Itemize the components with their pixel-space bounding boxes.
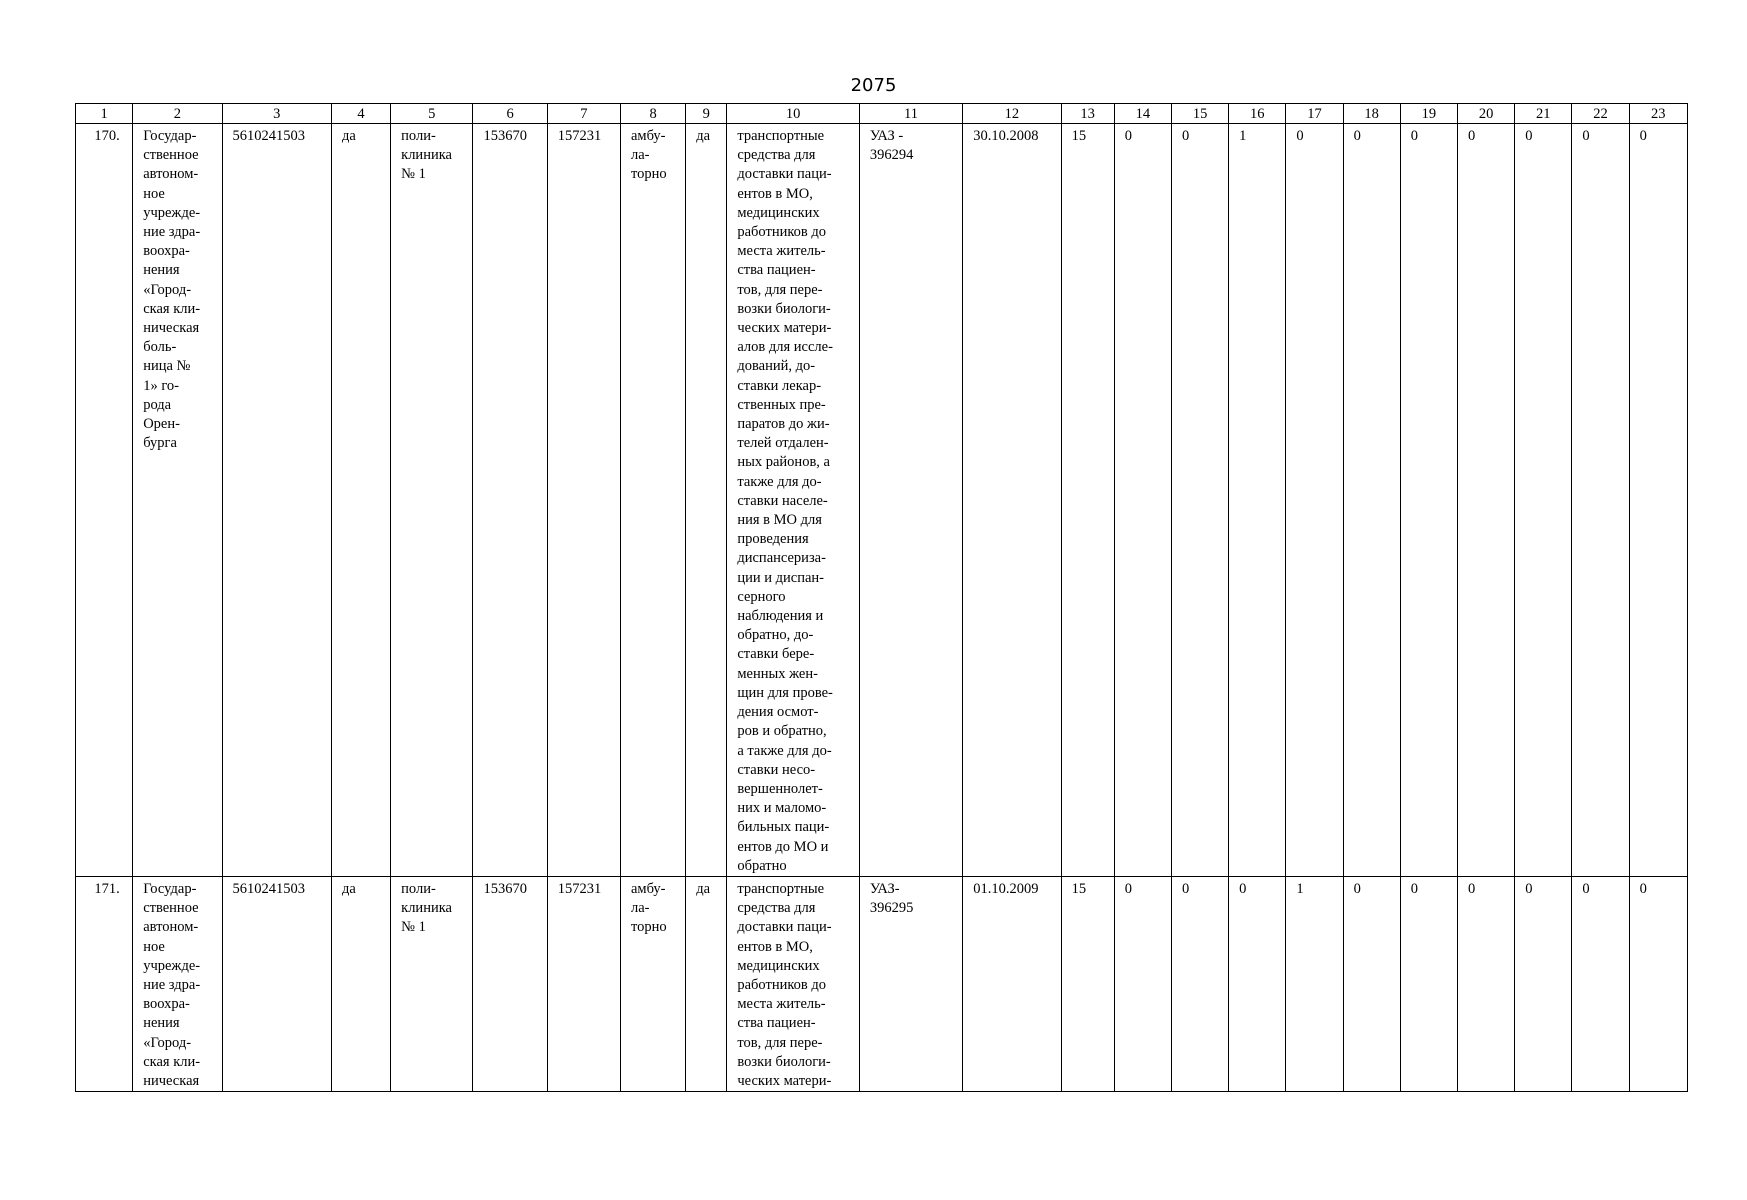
column-header: 13 xyxy=(1061,104,1114,124)
column-header: 7 xyxy=(547,104,620,124)
vehicle-cell: УАЗ - 396294 xyxy=(859,124,962,877)
col7-cell: 157231 xyxy=(547,124,620,877)
col18-cell: 0 xyxy=(1343,124,1400,877)
purpose-cell: транспортные средства для доставки паци- ентов в МО, медицинских работников до места житель- ства пациен- тов, для пере- возки биологи- ческих матери- xyxy=(727,876,859,1091)
mode-cell: амбу- ла- торно xyxy=(620,876,685,1091)
col20-cell: 0 xyxy=(1457,876,1514,1091)
column-header: 5 xyxy=(391,104,473,124)
unit-cell: поли- клиника № 1 xyxy=(391,876,473,1091)
row-number: 170. xyxy=(76,124,133,877)
unit-cell: поли- клиника № 1 xyxy=(391,124,473,877)
col4-cell: да xyxy=(331,876,390,1091)
column-header: 2 xyxy=(133,104,222,124)
organization-cell: Государ- ственное автоном- ное учрежде- ние здра- воохра- нения «Город- ская кли- ническая боль- ница № 1» го- рода Орен- бурга xyxy=(133,124,222,877)
row-number: 171. xyxy=(76,876,133,1091)
inn-cell: 5610241503 xyxy=(222,124,331,877)
col23-cell: 0 xyxy=(1629,124,1687,877)
page-number: 2075 xyxy=(850,75,897,96)
column-header: 21 xyxy=(1515,104,1572,124)
organization-cell: Государ- ственное автоном- ное учрежде- ние здра- воохра- нения «Город- ская кли- ническая xyxy=(133,876,222,1091)
column-number-header xyxy=(76,104,1688,124)
column-header: 19 xyxy=(1400,104,1457,124)
col6-cell: 153670 xyxy=(473,876,547,1091)
column-header: 9 xyxy=(686,104,727,124)
column-header: 23 xyxy=(1629,104,1687,124)
col16-cell: 1 xyxy=(1229,124,1286,877)
column-header: 15 xyxy=(1171,104,1228,124)
column-header: 12 xyxy=(963,104,1061,124)
col16-cell: 0 xyxy=(1229,876,1286,1091)
column-header: 16 xyxy=(1229,104,1286,124)
column-header: 20 xyxy=(1457,104,1514,124)
col22-cell: 0 xyxy=(1572,124,1629,877)
col19-cell: 0 xyxy=(1400,876,1457,1091)
col14-cell: 0 xyxy=(1114,124,1171,877)
register-table xyxy=(75,103,1688,1092)
column-header: 3 xyxy=(222,104,331,124)
vehicle-cell: УАЗ- 396295 xyxy=(859,876,962,1091)
col18-cell: 0 xyxy=(1343,876,1400,1091)
inn-cell: 5610241503 xyxy=(222,876,331,1091)
column-header: 10 xyxy=(727,104,859,124)
col13-cell: 15 xyxy=(1061,876,1114,1091)
col7-cell: 157231 xyxy=(547,876,620,1091)
col17-cell: 1 xyxy=(1286,876,1343,1091)
col4-cell: да xyxy=(331,124,390,877)
col21-cell: 0 xyxy=(1515,124,1572,877)
column-header: 4 xyxy=(331,104,390,124)
column-header: 18 xyxy=(1343,104,1400,124)
column-header: 22 xyxy=(1572,104,1629,124)
column-header: 11 xyxy=(859,104,962,124)
col9-cell: да xyxy=(686,876,727,1091)
column-header: 8 xyxy=(620,104,685,124)
col23-cell: 0 xyxy=(1629,876,1687,1091)
table-row xyxy=(76,876,1688,1091)
mode-cell: амбу- ла- торно xyxy=(620,124,685,877)
col15-cell: 0 xyxy=(1171,124,1228,877)
col14-cell: 0 xyxy=(1114,876,1171,1091)
column-header: 6 xyxy=(473,104,547,124)
date-cell: 01.10.2009 xyxy=(963,876,1061,1091)
col15-cell: 0 xyxy=(1171,876,1228,1091)
col20-cell: 0 xyxy=(1457,124,1514,877)
column-header: 1 xyxy=(76,104,133,124)
col21-cell: 0 xyxy=(1515,876,1572,1091)
col19-cell: 0 xyxy=(1400,124,1457,877)
purpose-cell: транспортные средства для доставки паци- ентов в МО, медицинских работников до места житель- ства пациен- тов, для пере- возки биологи- ческих матери- алов для иссле- дований, до- ставки лекар- ственных пре- паратов до жи- телей отдален- ных районов, а также для до- ставки населе- ния в МО для проведения диспансериза- ции и диспан- серного наблюдения и обратно, до- ставки бере- менных жен- щин для прове- дения осмот- ров и обратно, а также для до- ставки несо- вершеннолет- них и маломо- бильных паци- ентов до МО и обратно xyxy=(727,124,859,877)
col17-cell: 0 xyxy=(1286,124,1343,877)
table-row xyxy=(76,124,1688,877)
col9-cell: да xyxy=(686,124,727,877)
col22-cell: 0 xyxy=(1572,876,1629,1091)
col6-cell: 153670 xyxy=(473,124,547,877)
column-header: 17 xyxy=(1286,104,1343,124)
column-header: 14 xyxy=(1114,104,1171,124)
col13-cell: 15 xyxy=(1061,124,1114,877)
date-cell: 30.10.2008 xyxy=(963,124,1061,877)
